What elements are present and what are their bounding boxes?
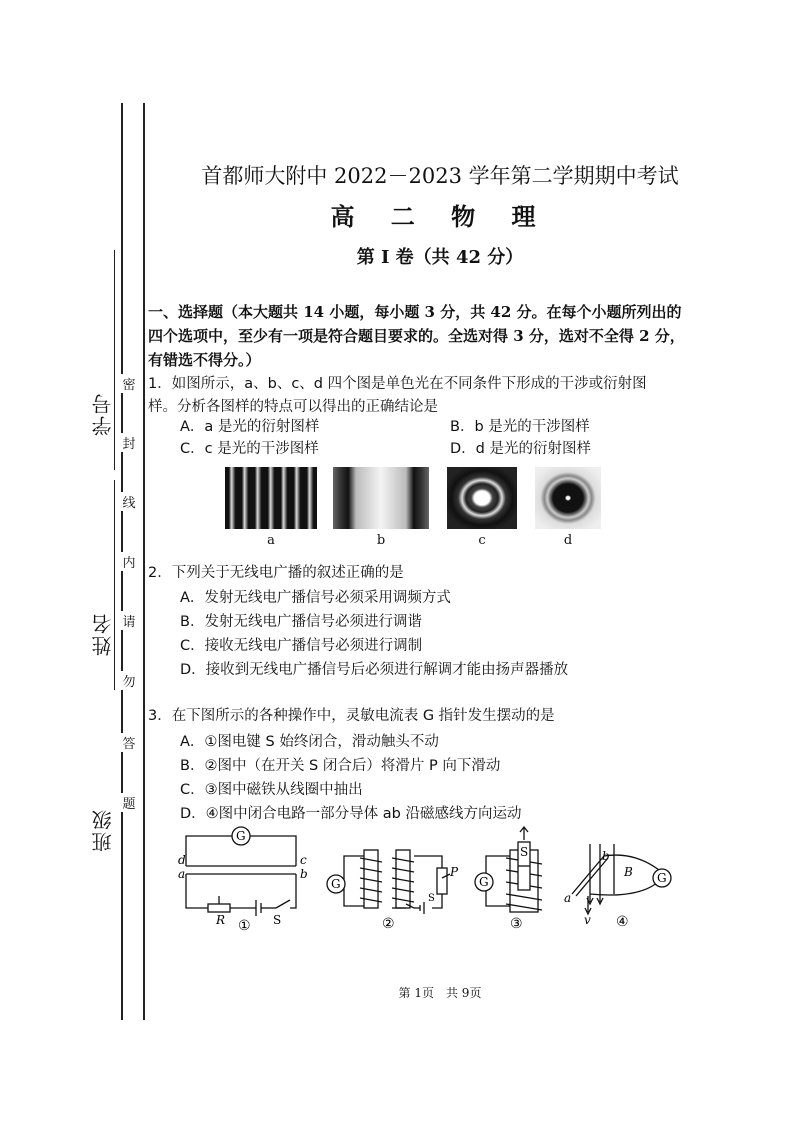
section-heading-line2: 四个选项中，至少有一项是符合题目要求的。全选对得 3 分，选对不全得 2 分， [148,327,685,345]
section-heading [148,300,708,372]
fig2-P-label: P [450,865,459,879]
section-heading-line1: 一、选择题（本大题共 14 小题，每小题 3 分，共 42 分。在每个小题所列出的 [148,303,682,321]
q3-option-d: D．④图中闭合电路一部分导体 ab 沿磁感线方向运动 [180,806,522,822]
q2-option-c: C．接收无线电广播信号必须进行调制 [180,638,423,654]
q3-option-c: C．③图中磁铁从线圈中抽出 [180,782,363,798]
circuit-figure-2 [324,846,464,932]
q3-stem: 3．在下图所示的各种操作中，灵敏电流表 G 指针发生摆动的是 [148,708,555,724]
seal-char-6: 勿 [121,671,137,690]
seal-char-3: 线 [121,492,137,511]
q2-stem: 2．下列关于无线电广播的叙述正确的是 [148,565,404,581]
q3-option-b: B．②图中（在开关 S 闭合后）将滑片 P 向下滑动 [180,758,501,774]
fig4-G-label: G [657,871,667,885]
fig1-a-label: a [178,867,186,881]
fig2-S-label: S [428,893,435,904]
q1-option-c: C．c 是光的干涉图样 [180,441,319,457]
q2-option-d: D．接收到无线电广播信号后必须进行解调才能由扬声器播放 [180,662,569,678]
pattern-d-image [535,467,601,529]
pattern-a-caption: a [267,533,275,548]
seal-char-4: 内 [121,552,137,571]
exam-title: 首都师大附中 2022－2023 学年第二学期期中考试 [201,164,679,188]
field-line-name [114,480,115,690]
fig2-G-label: G [331,877,341,891]
fig3-G-label: G [479,875,489,889]
q1-option-a: A．a 是光的衍射图样 [180,419,320,435]
fig1-c-label: c [300,853,307,867]
fig4-B-label: B [624,865,633,879]
seal-char-5: 请 [121,611,137,630]
fig1-d-label: d [178,853,186,867]
fig4-number: ④ [616,914,629,930]
student-id-label: 学号 [91,392,115,436]
pattern-b-image [333,467,429,529]
fig1-G-label: G [236,829,246,843]
seal-char-7: 答 [121,733,137,752]
q1-option-b: B．b 是光的干涉图样 [450,419,590,435]
fig4-a-label: a [564,891,572,905]
q2-option-b: B．发射无线电广播信号必须进行调谐 [180,614,422,630]
pattern-c-image [447,467,517,529]
q2-option-a: A．发射无线电广播信号必须采用调频方式 [180,590,451,606]
q1-stem-line1: 1．如图所示，a、b、c、d 四个图是单色光在不同条件下形成的干涉或衍射图 [148,376,647,392]
fig1-b-label: b [300,867,308,881]
pattern-c-caption: c [478,533,486,548]
q1-option-d: D．d 是光的衍射图样 [450,441,591,457]
fig2-number: ② [382,916,395,932]
q1-stem-line2: 样。分析各图样的特点可以得出的正确结论是 [148,399,438,415]
fig4-b-label: b [602,849,610,863]
subject-title: 高 二 物 理 [330,202,550,231]
fig3-S-label: S [520,845,529,859]
fig1-S-label: S [273,913,282,927]
circuit-figure-3 [472,826,552,932]
part-title: 第 I 卷（共 42 分） [356,247,524,268]
binding-line-inner [143,103,145,1020]
q1-stem [148,373,718,419]
seal-char-2: 封 [121,433,137,452]
pattern-b-caption: b [376,533,386,548]
fig1-R-label: R [216,913,226,927]
pattern-d-caption: d [563,533,573,548]
fig4-v-label: v [584,913,591,927]
q3-option-a: A．①图电键 S 始终闭合，滑动触头不动 [180,734,439,750]
fig3-number: ③ [510,916,523,932]
pattern-a-image [225,467,317,529]
class-label: 班级 [91,808,115,852]
circuit-figure-1 [178,826,308,932]
seal-char-8: 题 [121,793,137,812]
section-heading-line3: 有错选不得分。） [148,351,261,369]
name-label: 姓名 [91,612,115,656]
seal-char-1: 密 [121,374,137,393]
field-line-id [114,250,115,470]
fig1-number: ① [238,918,251,932]
circuit-figure-4 [560,834,682,932]
page-footer: 第 1页 共 9页 [398,986,482,1000]
